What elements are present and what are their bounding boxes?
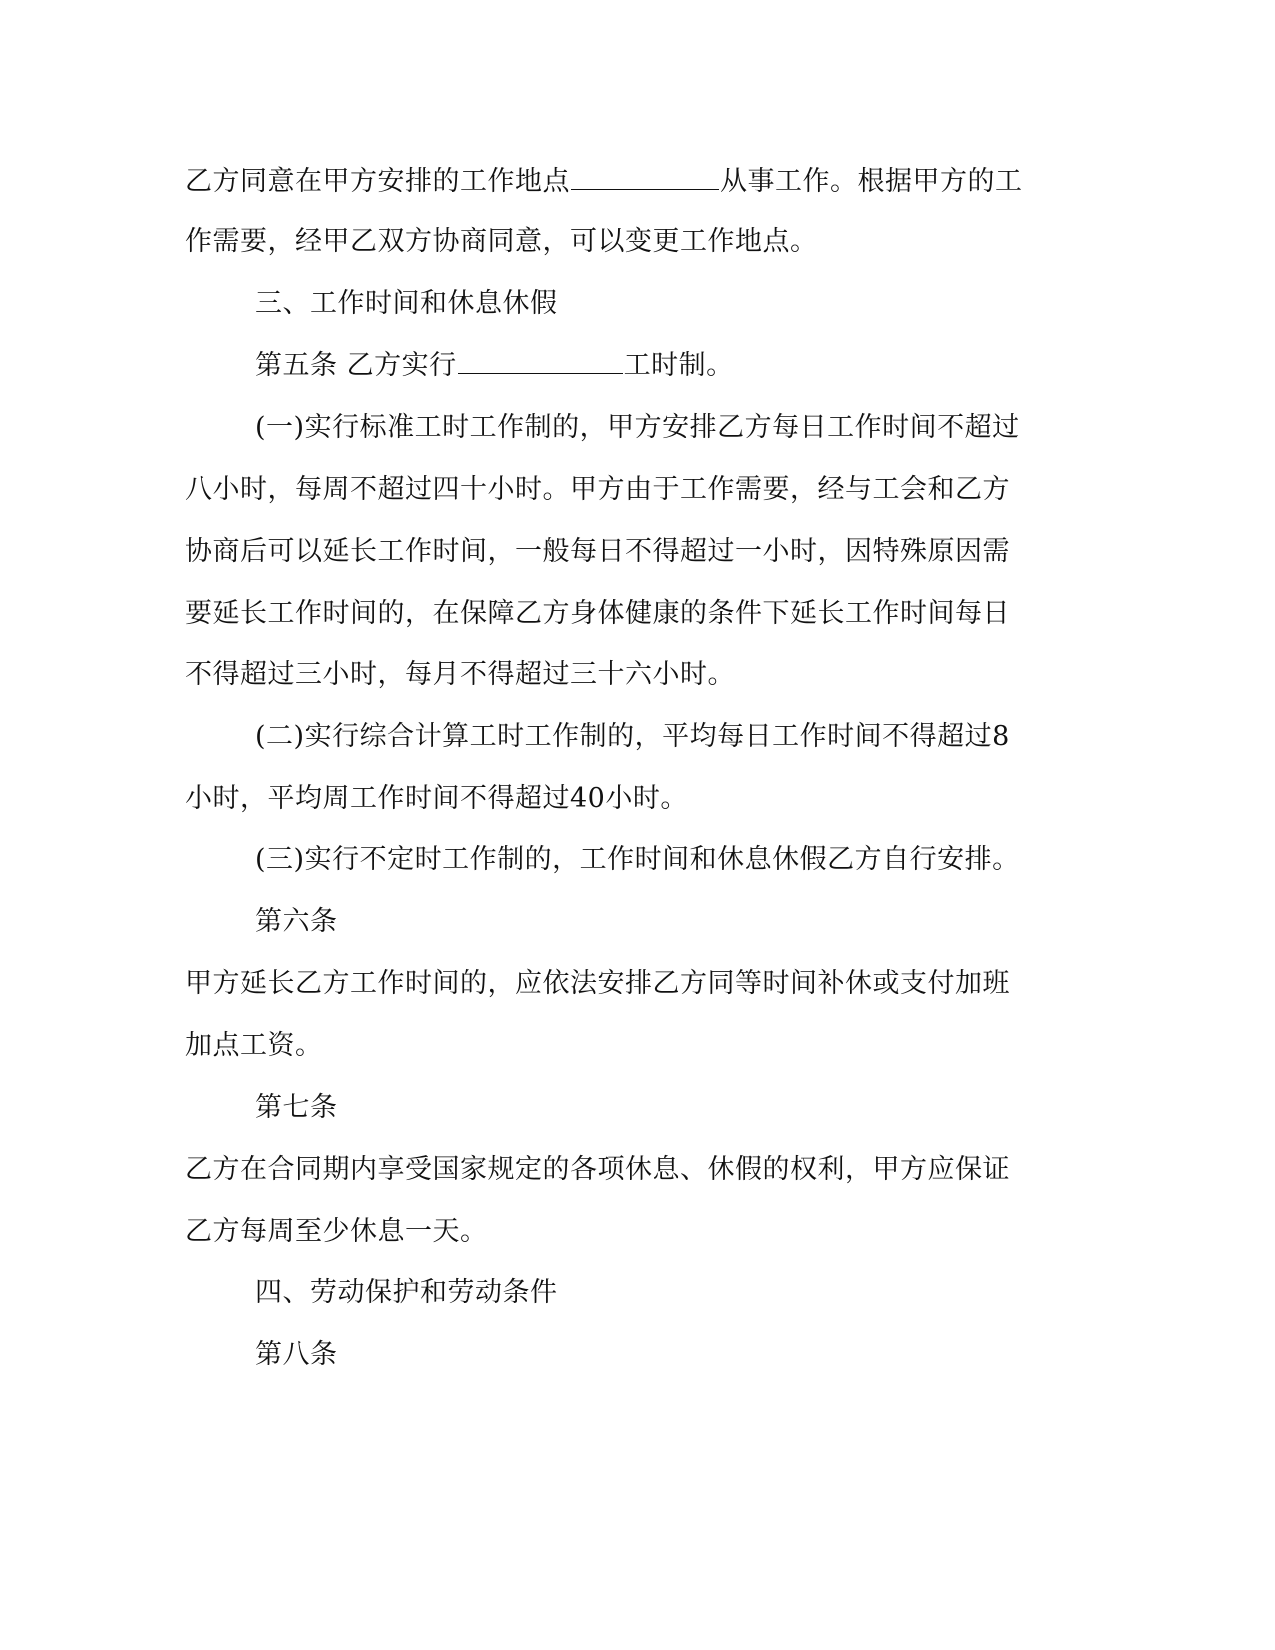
line-text: 从事工作。根据甲方的工 — [720, 166, 1023, 197]
paragraph-line: 乙方每周至少休息一天。 — [185, 1216, 488, 1247]
paragraph-line: 甲方延长乙方工作时间的，应依法安排乙方同等时间补休或支付加班 — [185, 968, 1010, 999]
paragraph-line — [185, 162, 1023, 202]
section-heading: 四、劳动保护和劳动条件 — [255, 1277, 558, 1308]
fill-in-blank — [458, 347, 623, 374]
paragraph-line: 不得超过三小时，每月不得超过三十六小时。 — [185, 659, 735, 690]
paragraph-line: (三)实行不定时工作制的，工作时间和休息休假乙方自行安排。 — [255, 844, 1020, 875]
line-text: 第五条 乙方实行 — [255, 350, 457, 381]
section-heading: 三、工作时间和休息休假 — [255, 288, 558, 319]
paragraph-line: 协商后可以延长工作时间，一般每日不得超过一小时，因特殊原因需 — [185, 536, 1010, 567]
paragraph-line: 八小时，每周不超过四十小时。甲方由于工作需要，经与工会和乙方 — [185, 474, 1010, 505]
paragraph-line: 作需要，经甲乙双方协商同意，可以变更工作地点。 — [185, 226, 818, 257]
paragraph-line: (一)实行标准工时工作制的，甲方安排乙方每日工作时间不超过 — [255, 412, 1020, 443]
article-line — [255, 346, 734, 386]
paragraph-line: 要延长工作时间的，在保障乙方身体健康的条件下延长工作时间每日 — [185, 598, 1010, 629]
paragraph-line: 加点工资。 — [185, 1030, 323, 1061]
fill-in-blank — [571, 163, 719, 190]
paragraph-line: 乙方在合同期内享受国家规定的各项休息、休假的权利，甲方应保证 — [185, 1154, 1010, 1185]
paragraph-line: (二)实行综合计算工时工作制的，平均每日工作时间不得超过8 — [255, 721, 1010, 752]
line-text: 乙方同意在甲方安排的工作地点 — [185, 166, 570, 197]
line-text: 工时制。 — [623, 350, 734, 381]
article-heading: 第六条 — [255, 906, 338, 937]
article-heading: 第七条 — [255, 1092, 338, 1123]
article-heading: 第八条 — [255, 1339, 338, 1370]
paragraph-line: 小时，平均周工作时间不得超过40小时。 — [185, 783, 688, 814]
